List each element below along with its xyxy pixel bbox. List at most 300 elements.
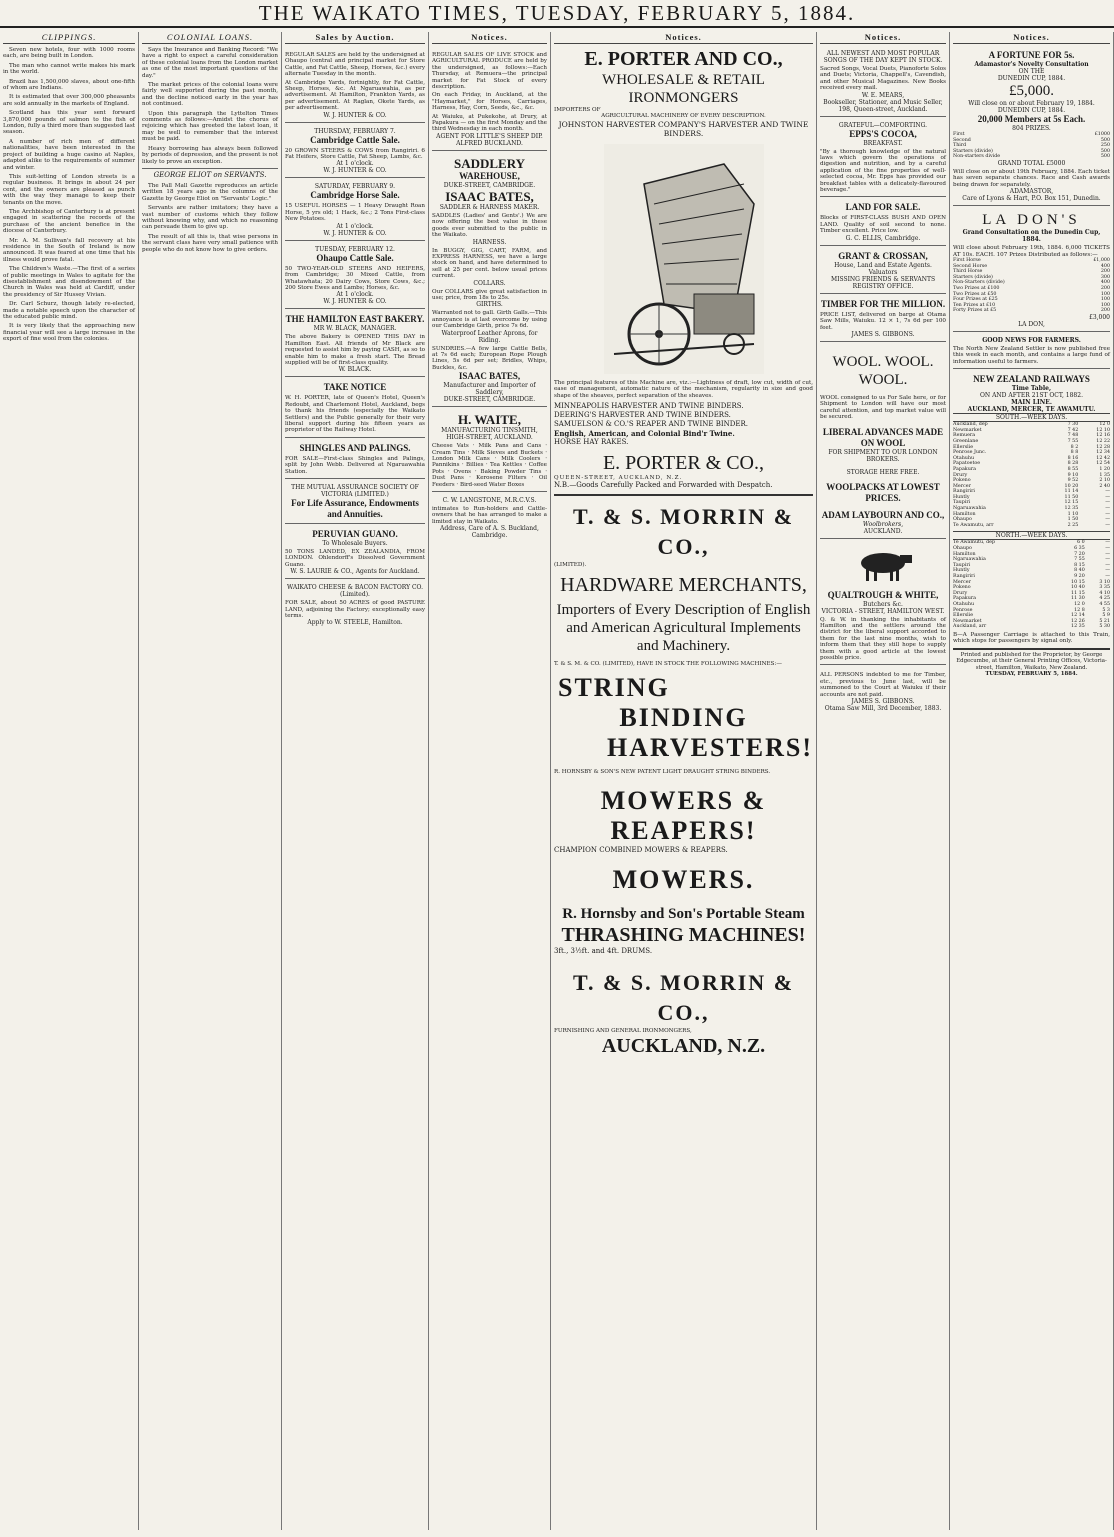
table-cell: 8 28 — [1067, 461, 1079, 467]
table-cell: Non-Starters (divide) — [953, 280, 1005, 286]
table-cell: Papakura — [953, 596, 976, 602]
railway-timetable — [953, 371, 1110, 680]
ad-text: (LIMITED). — [554, 562, 587, 569]
table-cell: Mercer — [953, 483, 971, 489]
column-notices-2 — [551, 32, 817, 1530]
article-paragraph: Seven new hotels, four with 1000 rooms each, are being built in London. — [3, 47, 135, 60]
table-cell: Third — [953, 143, 967, 149]
column-notices-3 — [817, 32, 950, 1530]
table-cell: 12 10 — [1096, 427, 1110, 433]
ad-title: ISAAC BATES, — [445, 188, 534, 204]
article-paragraph: The man who cannot write makes his mark in the world. — [3, 62, 135, 76]
table-cell: Non-starters divide — [953, 154, 1001, 160]
article-paragraph: Scotland has this year sent forward 3,870,000 pounds of salmon to the fish of London, fully a third more than suggested last season. — [3, 110, 135, 136]
table-cell: £1,000 — [1093, 258, 1110, 263]
table-cell: Two Prizes at £100 — [953, 285, 1000, 291]
ad-epps-cocoa — [820, 119, 946, 198]
table-cell: Mercer — [953, 579, 971, 585]
table-cell: 6 35 — [1074, 546, 1085, 552]
table-cell: 12 8 — [1074, 607, 1085, 613]
table-cell: Hamilton — [953, 551, 976, 557]
ad-text: 50 TWO-YEAR-OLD STEERS AND HEIFERS, from Cambridge; 30 Mixed Cattle, from Whatawhata; 20 Dairy Cows, Store Cows, &c.; 200 Store Ewes and Lambs; Horses, &c. — [285, 265, 425, 291]
ad-address: Bookseller, Stationer, and Music Seller, 198, Queen-street, Auckland. — [823, 98, 943, 113]
ad-text: The above Bakery is OPENED THIS DAY in Hamilton East. All friends of Mr Black are requested to assist him by paying CASH, as so to enable him to make a fresh start. The Bread supplied will be of first-class quality. — [285, 334, 425, 366]
ad-subtitle: For Life Assurance, Endowments and Annuities. — [291, 498, 419, 519]
servants-article — [142, 183, 278, 253]
article-paragraph: Heavy borrowing has always been followed by periods of depression, and the present is not likely to prove an exception. — [142, 145, 278, 165]
table-cell: Ellerslie — [953, 613, 974, 619]
table-cell: — — [1105, 522, 1110, 528]
table-cell: Pokeno — [953, 585, 971, 591]
table-cell: First — [953, 132, 965, 137]
ad-title: HARVESTERS! — [606, 733, 813, 763]
table-cell: 1 35 — [1099, 472, 1110, 478]
ad-signature: W. BLACK. — [338, 366, 372, 374]
table-cell: 5 3 — [1102, 607, 1110, 613]
ad-text: MISSING FRIENDS & SERVANTS REGISTRY OFFICE. — [830, 275, 936, 290]
article-paragraph: It is estimated that over 300,000 pheasants are sold annually in the markets of England. — [3, 94, 135, 107]
table-cell: 6 0 — [1077, 540, 1085, 546]
table-cell: Ngaruawahia — [953, 557, 986, 563]
ad-address: Care of Lyons & Hart, P.O. Box 151, Dunedin. — [962, 195, 1101, 203]
table-cell: Ellerslie — [953, 444, 974, 450]
table-cell: — — [1105, 489, 1110, 495]
ad-signature: W. J. HUNTER & CO. — [323, 298, 387, 306]
ad-section: SAMUELSON & CO.'S REAPER AND TWINE BINDER. — [554, 420, 748, 429]
ad-land-for-sale — [820, 199, 946, 245]
ad-text: In BUGGY, GIG, CART, FARM, and EXPRESS HARNESS, we have a large stock on hand, and have determined to sell at 25 per cent. below usual prices current. — [432, 247, 547, 280]
ad-address: VICTORIA - STREET, HAMILTON WEST. — [821, 607, 945, 615]
ad-bakery — [285, 311, 425, 377]
table-cell: 7 48 — [1067, 433, 1079, 439]
table-cell: 8 8 — [1070, 450, 1079, 456]
article-paragraph: Dr. Carl Schurz, though lately re-elected, made a notable speech upon the character of the educated public mind. — [3, 301, 135, 321]
table-cell: Second — [953, 137, 971, 143]
prize-amount: £5,000. — [1009, 83, 1054, 99]
article-paragraph: The result of all this is, that wise persons in the servant class have very small patience with people who do not know how to give orders. — [142, 233, 278, 253]
prize-table — [953, 258, 1110, 314]
ad-text: Will close about February 19th, 1884. 6,000 TICKETS AT 10s. EACH. 107 Prizes Distributed as follows:— — [953, 245, 1110, 258]
ad-cambridge-cattle — [285, 125, 425, 179]
table-cell: — — [1105, 494, 1110, 500]
ad-title: H. WAITE, — [458, 412, 521, 428]
table-cell: 4 25 — [1099, 596, 1110, 602]
ad-text: Cheese Vats · Milk Pans and Cans · Cream Tins · Milk Sieves and Buckets · London Milk Cans · Milk Coolers · Pannikins · Billies · Tea Kettles · Coffee Pots · Ovens · Baking Powder Tins · Dust Pans · Kerosene Filters · Oil Feeders · Bird-seed Water Boxes — [432, 443, 547, 488]
ad-text: JOHNSTON HARVESTER COMPANY'S HARVESTER AND TWINE BINDERS. — [558, 119, 809, 138]
table-cell: 5 30 — [1099, 624, 1110, 630]
ad-section: COLLARS. — [473, 279, 506, 287]
ad-text: "By a thorough knowledge of the natural laws which govern the operations of digestion and nutrition, and by a careful application of the fine properties of well-selected cocoa, Mr. Epps has provided our breakfast tables with a delicately-flavoured beverage." — [820, 148, 946, 194]
ad-subtitle: House, Land and Estate Agents. Valuators — [834, 261, 932, 276]
sale-time: At 1 o'clock. — [336, 160, 374, 168]
ad-title: BINDING — [619, 703, 748, 733]
table-cell: 500 — [1100, 154, 1110, 160]
timetable-note: B—A Passenger Carriage is attached to this Train, which stops for passengers by signal only. — [953, 631, 1110, 645]
prize-total-value: £5000 — [1046, 159, 1066, 167]
ad-text: STORAGE HERE FREE. — [846, 468, 920, 476]
ad-text: ALL PERSONS indebted to me for Timber, etc., previous to June last, will be summoned to the Court at Waiuku if their accounts are not paid. — [820, 672, 946, 698]
table-cell: Starters (divide) — [953, 274, 993, 280]
table-cell: 7 55 — [1067, 438, 1079, 444]
ad-section: HARNESS. — [472, 238, 507, 246]
table-cell: Drury — [953, 590, 968, 596]
table-cell: 200 — [1100, 269, 1110, 275]
table-cell: 9 52 — [1067, 478, 1079, 484]
ad-address: QUEEN-STREET, AUCKLAND, N.Z. — [554, 475, 683, 482]
ad-signature: ADAM LAYBOURN AND CO., — [821, 509, 945, 520]
table-cell: Huntly — [953, 568, 970, 574]
table-cell: Third Horse — [953, 269, 983, 275]
column-heading: Notices. — [953, 32, 1110, 44]
ad-text: REGULAR SALES OF LIVE STOCK and AGRICULTURAL PRODUCE are held by the undersigned, as follows:—Each Thursday, at Remuera—the principal market for Fat Stock of every description. — [432, 52, 547, 91]
ad-text: 20,000 Members at 5s Each. — [977, 114, 1086, 124]
ad-subtitle: MR W. BLACK, MANAGER. — [313, 325, 397, 333]
ad-title: T. & S. MORRIN & CO., — [572, 504, 795, 560]
table-cell: 12 16 — [1096, 433, 1110, 439]
ad-good-news — [953, 334, 1110, 369]
article-paragraph: This suit-letting of London streets is a regular business. It brings in about 24 per cent, and the owners are pleased as punch with the way they manage to keep their tenants on the move. — [3, 173, 135, 206]
table-cell: 2 40 — [1099, 483, 1110, 489]
ad-text: 3ft., 3½ft. and 4ft. DRUMS. — [554, 946, 653, 955]
ad-signature: JAMES S. GIBBONS. — [851, 698, 915, 705]
table-cell: 1 10 — [1067, 511, 1079, 517]
ad-text: FOR SALE, about 50 ACRES of good PASTURE LAND, adjoining the Factory; exceptionally easy terms. — [285, 600, 425, 620]
ad-title: PERUVIAN GUANO. — [312, 529, 398, 539]
article-paragraph: Brazil has 1,500,000 slaves, about one-fifth of whom are Indians. — [3, 78, 135, 92]
table-cell: 12 28 — [1096, 444, 1110, 450]
clippings-list — [3, 47, 135, 343]
masthead — [0, 0, 1114, 28]
ad-text: 15 USEFUL HORSES — 1 Heavy Draught Roan Horse, 5 yrs old; 1 Hack, &c.; 2 Tons First-class New Potatoes. — [285, 203, 425, 223]
ad-subtitle: Grand Consultation on the Dunedin Cup, 1884. — [962, 229, 1101, 244]
ad-subtitle: BREAKFAST. — [863, 139, 903, 147]
ad-text: Sacred Songs, Vocal Duets, Pianoforte Solos and Duets; Victoria, Chappell's, Cavendish, and other Musical Magazines. New Books received every mail. — [820, 66, 946, 92]
ad-signature: LA DON, — [1018, 320, 1045, 328]
ad-title: EPPS'S COCOA, — [849, 128, 917, 139]
table-cell: Taupiri — [953, 500, 971, 506]
ad-title: STRING — [558, 673, 670, 703]
ad-subtitle: To Wholesale Buyers. — [322, 540, 388, 547]
ad-address: AUCKLAND. — [863, 527, 903, 535]
ad-signature: Address, Care of A. S. Buckland, Cambridge. — [440, 525, 539, 540]
ad-mutual-assurance — [285, 481, 425, 524]
south-timetable — [953, 422, 1110, 528]
ad-text: GRATEFUL—COMFORTING. — [838, 121, 928, 129]
column-heading: Notices. — [554, 32, 813, 44]
ad-text: Q. & W. in thanking the inhabitants of Hamilton and the settlers around the district for the liberal support accorded to them for the last nine months, wish to inform them that they still hope to supply them with a good article at the lowest possible price. — [820, 616, 946, 661]
table-cell: — — [1105, 500, 1110, 506]
ad-title: GOOD NEWS FOR FARMERS. — [982, 336, 1081, 344]
table-cell: Otahuhu — [953, 455, 975, 461]
table-cell: Newmarket — [953, 427, 982, 433]
ad-adamastor — [953, 47, 1110, 206]
ad-timber — [820, 296, 946, 342]
table-cell: 7 55 — [1074, 557, 1085, 563]
table-cell: Ngaruawahia — [953, 506, 986, 512]
ad-text: Importers of Every Description of English and American Agricultural Implements and Machinery. — [556, 601, 811, 654]
table-row — [953, 523, 1110, 529]
article-paragraph: It is very likely that the approaching new financial year will see a large increase in the export of fine wool from the colonies. — [3, 323, 135, 343]
column-heading: COLONIAL LOANS. — [142, 32, 278, 44]
ad-title: R. Hornsby and Son's Portable Steam — [562, 905, 805, 922]
ad-text: WOOLPACKS AT LOWEST PRICES. — [826, 481, 940, 503]
table-cell: Second Horse — [953, 263, 988, 269]
prize-total — [953, 160, 1110, 167]
ad-title: GRANT & CROSSAN, — [838, 250, 928, 261]
ad-text: Warranted not to gall. Girth Galls.—This annoyance is at last overcome by using our Cambridge Girth, price 7s 6d. — [432, 310, 547, 330]
table-cell: Auckland, arr — [953, 624, 987, 630]
table-cell: Te Awamutu, arr — [953, 522, 994, 528]
ad-title: A FORTUNE FOR 5s. — [988, 50, 1075, 60]
ad-waite-tinsmith — [432, 409, 547, 492]
ad-subtitle: FOR SHIPMENT TO OUR LONDON BROKERS. — [828, 448, 938, 463]
timetable-route: AUCKLAND, MERCER, TE AWAMUTU. — [967, 406, 1096, 414]
table-cell: Papakura — [953, 466, 976, 472]
ad-songs — [820, 47, 946, 117]
ad-text: DUNEDIN CUP, 1884. — [997, 75, 1066, 82]
ad-guano — [285, 526, 425, 579]
ad-subtitle: FURNISHING AND GENERAL IRONMONGERS, — [554, 1027, 692, 1034]
table-cell: 1 20 — [1099, 466, 1110, 472]
ad-text: AGENT FOR LITTLE'S SHEEP DIP. — [436, 132, 543, 140]
column-colonial-loans — [139, 32, 282, 1530]
ad-text: 804 PRIZES. — [1012, 125, 1051, 132]
table-cell: 12 34 — [1096, 450, 1110, 456]
ad-cambridge-horse — [285, 180, 425, 240]
ad-subtitle: Manufacturer and Importer of Saddlery, — [443, 382, 536, 397]
table-cell: 10 20 — [1064, 483, 1079, 489]
sale-time: At 1 o'clock. — [336, 291, 374, 299]
ad-title: SADDLERY — [453, 155, 526, 171]
table-cell: 7 30 — [1067, 422, 1079, 428]
ad-text: R. HORNSBY & SON'S NEW PATENT LIGHT DRAUGHT STRING BINDERS. — [554, 769, 771, 776]
ad-signature: G. C. ELLIS, Cambridge. — [845, 234, 921, 242]
ad-title: C. W. LANGSTONE, M.R.C.V.S. — [442, 497, 537, 505]
ad-address: DUKE-STREET, CAMBRIDGE. — [443, 181, 536, 189]
ad-section: GIRTHS. — [476, 301, 503, 309]
prize-total-label: GRAND TOTAL — [997, 159, 1045, 167]
table-cell: Four Prizes at £25 — [953, 297, 998, 303]
north-timetable — [953, 540, 1110, 630]
prize-total: £3,000 — [1089, 313, 1110, 321]
ad-text: The North New Zealand Settler is now published free this week in each month, and contains a large fund of information useful to farmers. — [953, 345, 1110, 365]
ad-signature: Apply to W. STEELE, Hamilton. — [307, 619, 403, 627]
ad-regular-sales — [285, 47, 425, 123]
ad-saddlery — [432, 153, 547, 407]
timetable-section: SOUTH.—WEEK DAYS. — [953, 413, 1110, 422]
article-paragraph: Upon this paragraph the Lyttelton Times comments as follows:—Amidst the chorus of rejoicing which has greeted the latest loan, it may be well to remember that the interest must be paid. — [142, 110, 278, 143]
column-heading: Sales by Auction. — [285, 32, 425, 44]
ad-grant-crossan — [820, 248, 946, 294]
ad-section: English, American, and Colonial Bind'r Twine. — [554, 429, 735, 439]
ad-section: Waterproof Leather Aprons, for Riding. — [441, 329, 538, 344]
ad-signature: W. J. HUNTER & CO. — [323, 167, 387, 175]
table-cell: Two Prizes at £50 — [953, 291, 997, 297]
ad-section: HORSE HAY RAKES. — [554, 438, 629, 447]
table-cell: 12 0 — [1099, 422, 1110, 428]
table-cell: 8 16 — [1067, 455, 1079, 461]
ad-title: T. & S. MORRIN & CO., — [572, 969, 795, 1025]
table-cell: — — [1105, 568, 1110, 574]
ad-title: ISAAC BATES, — [458, 371, 521, 382]
table-cell: Te Awamutu, dep — [953, 540, 996, 546]
table-cell: Greenlane — [953, 438, 979, 444]
ad-subtitle: Woolbrokers, — [862, 520, 904, 528]
table-cell: 10 40 — [1071, 585, 1085, 591]
table-cell: — — [1105, 551, 1110, 557]
article-headline: GEORGE ELIOT on SERVANTS. — [142, 168, 278, 180]
ad-text: N.B.—Goods Carefully Packed and Forwarded with Despatch. — [554, 481, 813, 496]
column-notices-4 — [950, 32, 1114, 1530]
ad-text: 20 GROWN STEERS & COWS from Rangiriri. 6 Fat Heifers, Store Cattle, Fat Sheep, Lambs, &c. — [285, 147, 425, 161]
ad-text: Will close on or about 19th February, 1884. Each ticket has seven separate chances. Race and Cash awards being drawn for separately. — [953, 168, 1110, 188]
ad-text: Will close on or about February 19, 1884. — [968, 100, 1095, 107]
table-cell: 2 25 — [1067, 522, 1079, 528]
table-cell: 11 15 — [1071, 590, 1085, 596]
table-cell: Drury — [953, 472, 968, 478]
table-cell: 12 26 — [1071, 618, 1085, 624]
table-cell: 3 35 — [1099, 585, 1110, 591]
table-cell: 200 — [1100, 308, 1110, 314]
ad-address: Otama Saw Mill, 3rd December, 1883. — [824, 705, 942, 712]
table-cell: — — [1105, 562, 1110, 568]
timetable-line: MAIN LINE. — [1011, 399, 1052, 407]
ad-signature: ADAMASTOR, — [1009, 188, 1054, 196]
article-paragraph: The Archbishop of Canterbury is at present engaged in scattering the records of the purchase of the ancient benefice in the diocese of Canterbury. — [3, 208, 135, 235]
table-cell: Newmarket — [953, 618, 982, 624]
article-paragraph: Says the Insurance and Banking Record: "We have a right to expect a careful consideration of these colonial loans from the London market as one of the most important questions of the day." — [142, 47, 278, 79]
column-heading: CLIPPINGS. — [3, 32, 135, 44]
table-cell: Auckland, dep — [953, 422, 988, 428]
sale-title: Ohaupo Cattle Sale. — [316, 252, 394, 263]
table-cell: Rangiriri — [953, 489, 975, 495]
table-cell: 4 10 — [1099, 590, 1110, 596]
table-cell: 12 35 — [1071, 624, 1085, 630]
ad-text: AGRICULTURAL MACHINERY OF EVERY DESCRIPTION. — [601, 113, 766, 120]
ad-text: SADDLES (Ladies' and Gents'.) We are now offering the best value in these goods ever submitted to the public in the Waikato. — [432, 212, 547, 239]
table-cell: 500 — [1100, 148, 1110, 154]
ad-signature: W. J. HUNTER & CO. — [323, 111, 387, 119]
table-cell: 400 — [1100, 280, 1110, 286]
ad-text: SUNDRIES.—A few large Cattle Bells, at 7s 6d each; European Rope Plough Lines, 5s 6d per set; Bridles, Whips, Buckles, &c. — [432, 345, 547, 371]
column-clippings — [0, 32, 139, 1530]
table-cell: 8 15 — [1074, 562, 1085, 568]
ad-text: At Cambridge Yards, fortnightly, for Fat Cattle, Sheep, Horses, &c. At Ngaruawahia, as per advertisement. At Hamilton, Frankton Yards, as per advertisement. At Raglan, Okete Yards, as per advertisement. — [285, 79, 425, 112]
ad-ohaupo-cattle — [285, 243, 425, 310]
table-cell: 300 — [1100, 274, 1110, 280]
table-cell: Rangiriri — [953, 574, 975, 579]
timetable-date: ON AND AFTER 21ST OCT, 1882. — [980, 392, 1083, 400]
ad-wool — [820, 344, 946, 539]
table-cell: 9 10 — [1067, 472, 1079, 478]
ad-title: QUALTROUGH & WHITE, — [827, 589, 939, 600]
ad-subtitle: SADDLER & HARNESS MAKER. — [439, 203, 540, 211]
article-paragraph: Servants are rather imitators; they have a vast number of customs which they follow without knowing why, and which no reasoning can persuade them to give up. — [142, 205, 278, 231]
table-cell: 8 55 — [1067, 466, 1079, 472]
table-cell: Penrose — [953, 607, 973, 613]
ad-langstone — [432, 494, 547, 542]
table-cell: — — [1105, 574, 1110, 579]
table-cell: 3 10 — [1099, 579, 1110, 585]
column-heading: Notices. — [820, 32, 946, 44]
article-paragraph: The Pall Mall Gazette reproduces an article written 18 years ago in the columns of the Gazette by George Eliot on "Servants' Logic." — [142, 182, 278, 202]
ad-title: LAND FOR SALE. — [845, 202, 921, 213]
table-cell: Hamilton — [953, 511, 976, 517]
ad-address: AUCKLAND, N.Z. — [601, 1035, 766, 1058]
ad-subtitle: MANUFACTURING TINSMITH, — [441, 427, 538, 435]
table-cell: — — [1105, 557, 1110, 563]
ad-text: Our COLLARS give great satisfaction in use; price, from 18s to 25s. — [432, 288, 547, 301]
table-cell: — — [1105, 546, 1110, 552]
ad-text: W. H. PORTER, late of Queen's Hotel, Queen's Redoubt, and Charlemont Hotel, Auckland, begs to thank his friends (especially the Waikato Settlers) and the Public generally for their very liberal support during his fifteen years as proprietor of the Railway Hotel. — [285, 395, 425, 434]
ad-persons-indebted — [820, 667, 946, 715]
ad-signature: W. E. MEARS, — [861, 91, 905, 99]
article-paragraph: Mr. A. M. Sullivan's fall recovery at his residence in the South of Ireland is now announced. It was feared at one time that his illness would prove fatal. — [3, 237, 135, 263]
ad-section: MINNEAPOLIS HARVESTER AND TWINE BINDERS. — [554, 402, 744, 411]
ad-subtitle: Adamastor's Novelty Consultation — [974, 61, 1089, 68]
table-cell: 12 14 — [1071, 613, 1085, 619]
table-cell: 400 — [1100, 263, 1110, 269]
table-cell: — — [1105, 540, 1110, 546]
ad-text: intimates to Run-holders and Cattle-owners that he has arranged to make a limited stay in Waikato. — [432, 506, 547, 525]
ad-title: TAKE NOTICE — [323, 382, 387, 393]
table-cell: 10 15 — [1071, 579, 1085, 585]
table-cell: 5 21 — [1099, 618, 1110, 624]
column-heading: Notices. — [432, 32, 547, 44]
table-cell: £1000 — [1094, 132, 1110, 137]
table-cell: 12 22 — [1096, 438, 1110, 444]
ad-title: MOWERS. — [612, 864, 755, 894]
sale-title: Cambridge Cattle Sale. — [310, 134, 400, 145]
ad-signature: ALFRED BUCKLAND. — [456, 139, 523, 147]
ad-text: On each Friday, in Auckland, at the "Haymarket," for Horses, Carriages, Harness, Hay, Corn, Seeds, &c., &c. — [432, 92, 547, 112]
ad-title: LA DON'S — [982, 212, 1081, 229]
table-cell: 8 40 — [1074, 568, 1085, 574]
table-cell: 7 20 — [1074, 551, 1085, 557]
ad-title: THE HAMILTON EAST BAKERY. — [285, 314, 425, 325]
ad-title: E. PORTER AND CO., — [584, 48, 783, 70]
table-cell: Papatoetoe — [953, 461, 981, 467]
prize-table — [953, 132, 1110, 160]
table-cell: Forty Prizes at £5 — [953, 308, 997, 314]
column-notices-1 — [429, 32, 551, 1530]
table-cell: Ten Prizes at £10 — [953, 302, 996, 308]
ad-la-don — [953, 208, 1110, 332]
table-cell: 100 — [1100, 302, 1110, 308]
ad-cheese-factory — [285, 581, 425, 629]
ad-text: Blocks of FIRST-CLASS BUSH AND OPEN LAND. Quality of soil second to none. Timber excellent. Price low. — [820, 215, 946, 235]
ad-text: At Waiuku, at Pukekohe, at Drury, at Papakura — on the first Monday and the third Wednesday in each month. — [432, 113, 547, 133]
bullock-illustration — [848, 543, 918, 583]
table-cell: 4 55 — [1099, 601, 1110, 607]
table-cell: 8 2 — [1070, 444, 1079, 450]
ad-text: IMPORTERS OF — [554, 107, 601, 113]
ad-text: DUNEDIN CUP, 1884. — [997, 107, 1066, 114]
table-cell: Huntly — [953, 494, 970, 500]
table-cell: 9 20 — [1074, 574, 1085, 579]
ad-subtitle: HARDWARE MERCHANTS, — [560, 573, 807, 596]
sale-date: SATURDAY, FEBRUARY 9. — [314, 183, 396, 191]
ad-text: 50 TONS LANDED, EX ZEALANDIA, FROM LONDON. Ohlendorff's Dissolved Government Guano. — [285, 549, 425, 568]
ad-title: THRASHING MACHINES! — [561, 923, 806, 946]
ad-title: TIMBER FOR THE MILLION. — [820, 298, 946, 309]
ad-title: SHINGLES AND PALINGS. — [299, 442, 411, 453]
timetable-title: NEW ZEALAND RAILWAYS — [973, 374, 1090, 385]
table-cell: 12 54 — [1096, 461, 1110, 467]
ad-address: DUKE-STREET, CAMBRIDGE. — [443, 396, 536, 404]
ad-text: WOOL consigned to us For Sale here, or for Shipment to London will have our most careful attention, and top market value will be secured. — [820, 394, 946, 421]
table-cell: — — [1105, 517, 1110, 523]
